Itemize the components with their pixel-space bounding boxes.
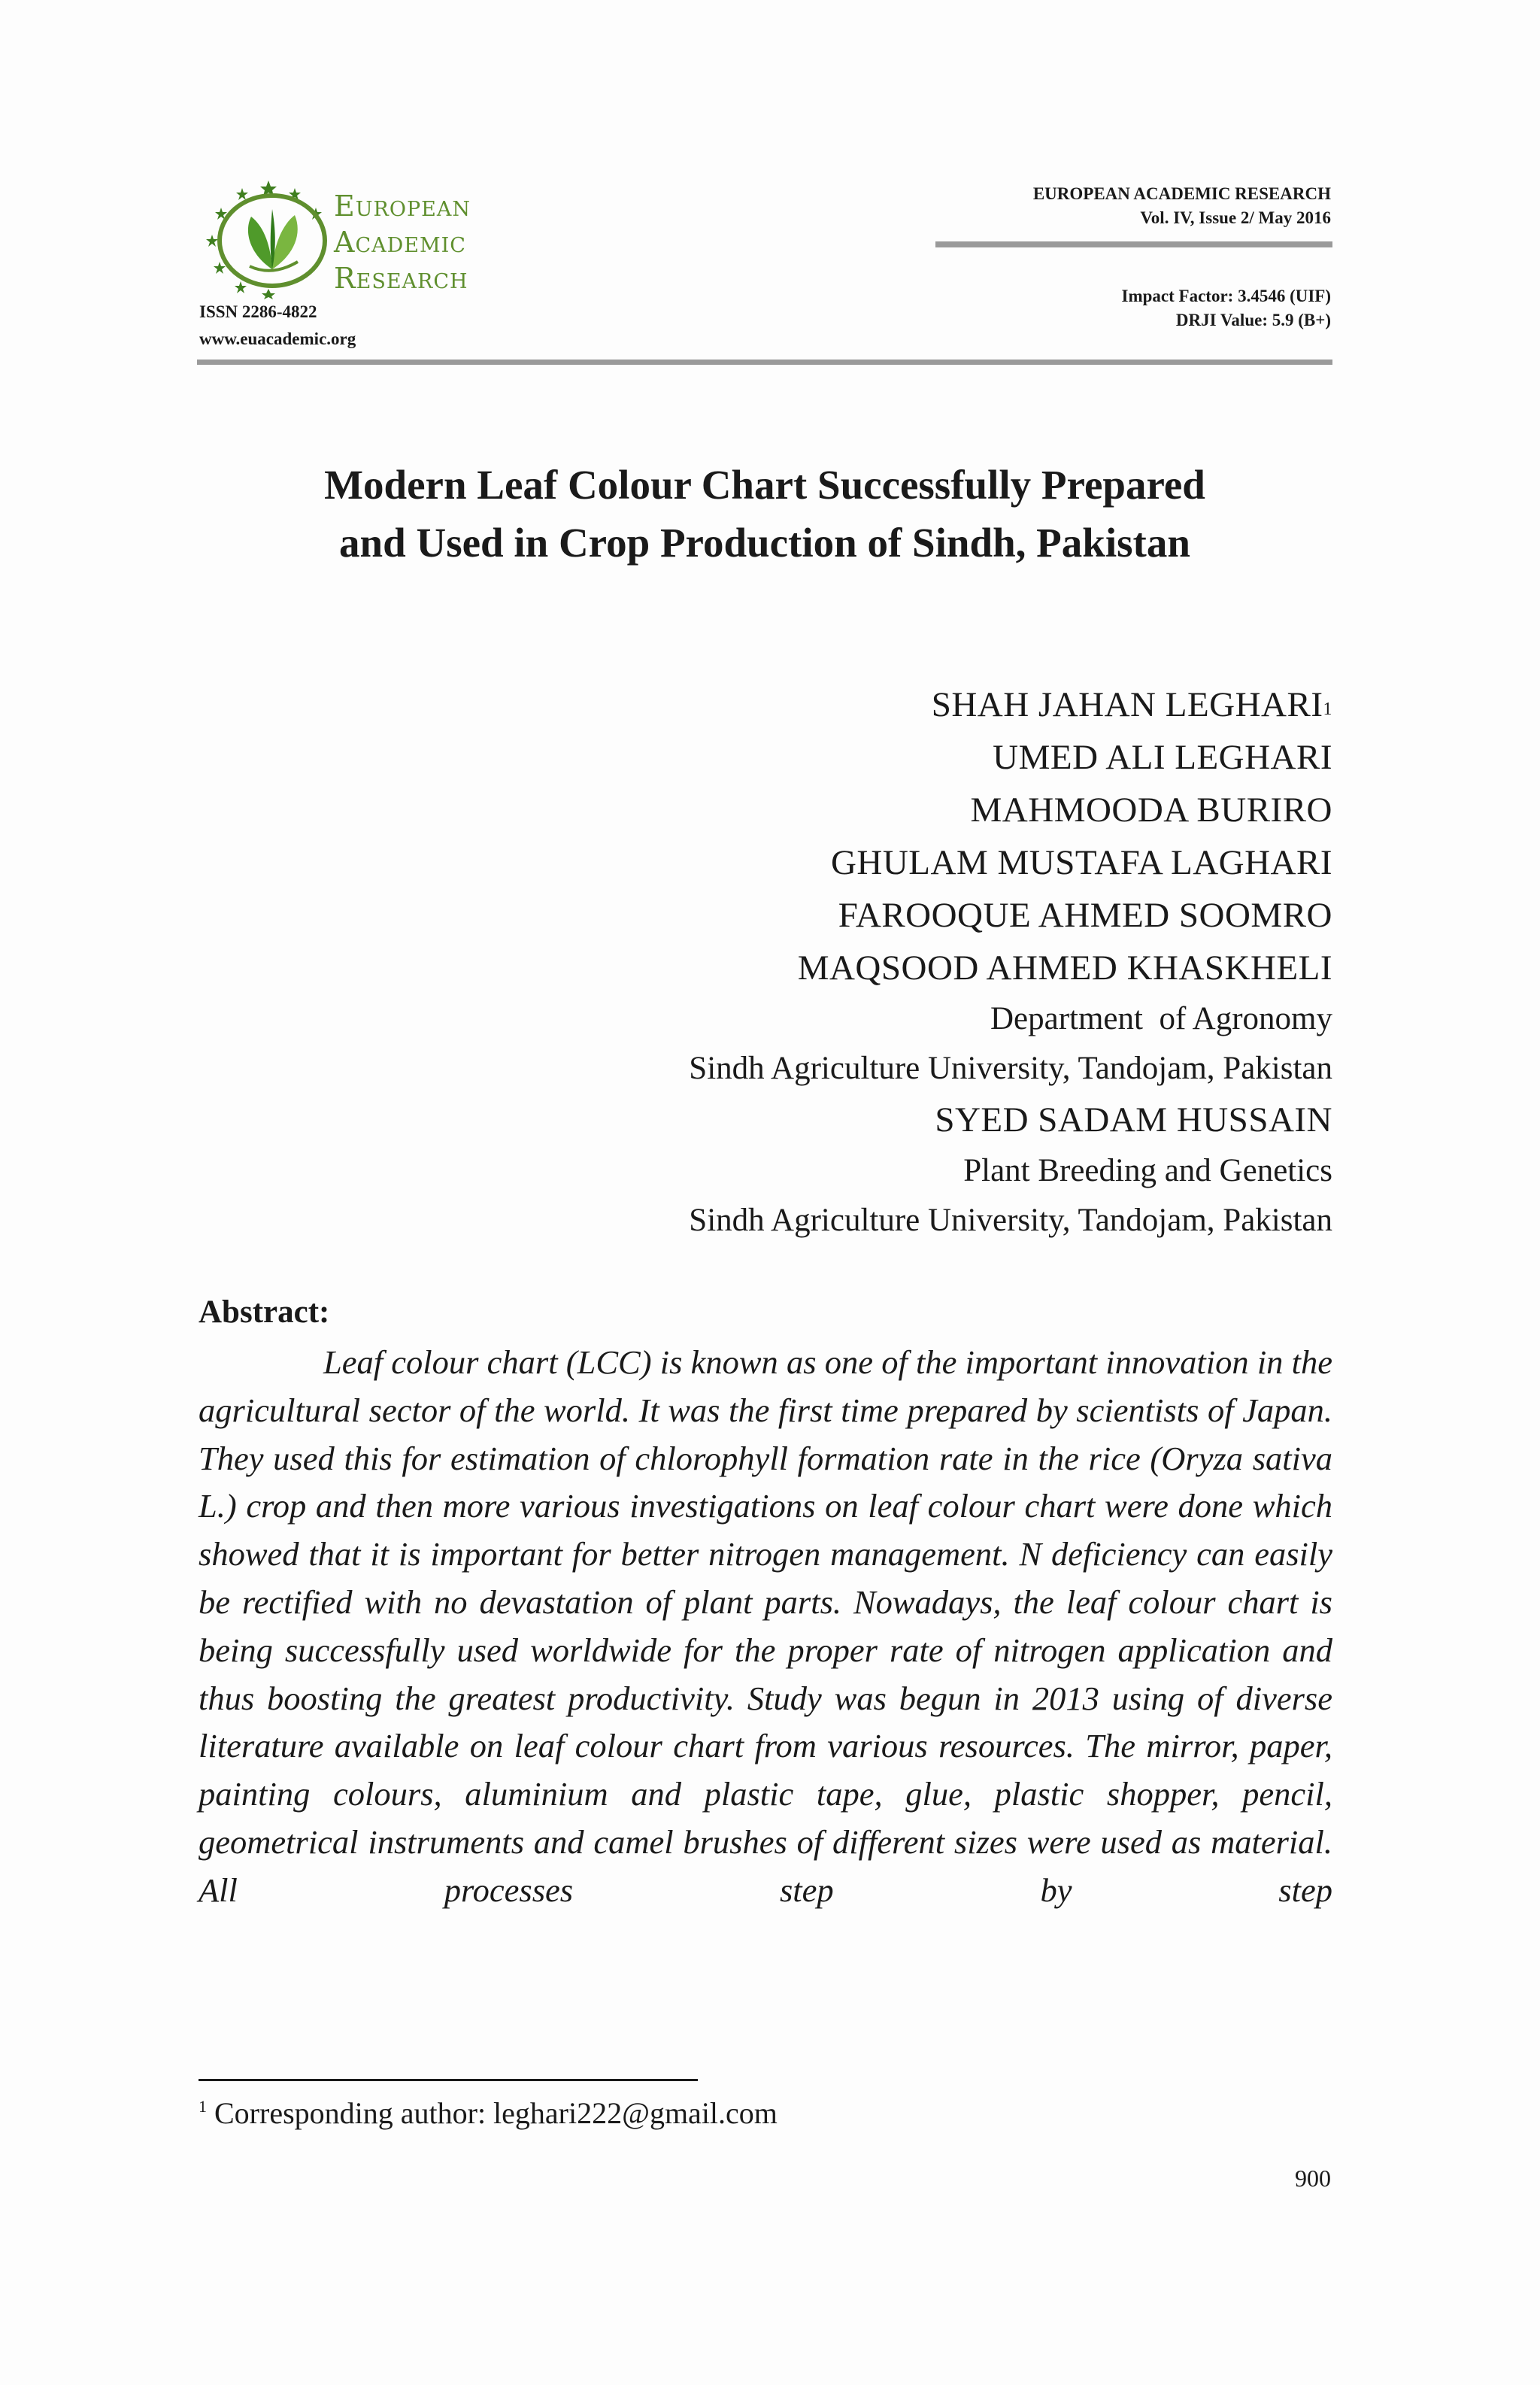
- impact-info: [1122, 284, 1331, 332]
- author-name-text: SHAH JAHAN LEGHARI: [931, 685, 1323, 724]
- logo-word-2: Academic: [334, 226, 466, 259]
- footnote-marker: 1: [1323, 699, 1332, 719]
- abstract-heading: Abstract:: [199, 1294, 330, 1330]
- logo-wordmark: [334, 188, 471, 296]
- title-line-1: Modern Leaf Colour Chart Successfully Prepared: [324, 462, 1205, 508]
- author-name: MAQSOOD AHMED KHASKHELI: [797, 948, 1332, 988]
- journal-name: EUROPEAN ACADEMIC RESEARCH: [1032, 184, 1331, 203]
- author-name: [689, 678, 1332, 731]
- website-url[interactable]: www.euacademic.org: [199, 329, 356, 348]
- author-affiliation: Sindh Agriculture University, Tandojam, Pakistan: [689, 1203, 1332, 1238]
- page-number: 900: [1295, 2165, 1331, 2192]
- header-rule-full: [197, 360, 1332, 365]
- author-name: UMED ALI LEGHARI: [993, 738, 1332, 777]
- title-line-2: and Used in Crop Production of Sindh, Pakistan: [339, 520, 1190, 566]
- author-name: GHULAM MUSTAFA LAGHARI: [830, 843, 1332, 882]
- abstract-text: Leaf colour chart (LCC) is known as one of the important innovation in the agricultural sector of the world. It was the first time prepared by scientists of Japan. They used this for estimation of chlorophyll formation rate in the rice (Oryza sativa L.) crop and then more various investigations on leaf colour chart were done which showed that it is important for better nitrogen management. N deficiency can easily be rectified with no devastation of plant parts. Nowadays, the leaf colour chart is being successfully used worldwide for the proper rate of nitrogen application and thus boosting the greatest productivity. Study was begun in 2013 using of diverse literature available on leaf colour chart from various resources. The mirror, paper, painting colours, aluminium and plastic tape, glue, plastic shopper, pencil, geometrical instruments and camel brushes of different sizes were used as material. All processes step by step: [199, 1343, 1332, 1909]
- author-name: SYED SADAM HUSSAIN: [935, 1100, 1332, 1139]
- footnote: [199, 2095, 778, 2131]
- leaf-emblem-icon: [197, 179, 340, 299]
- impact-factor: Impact Factor: 3.4546 (UIF): [1121, 287, 1331, 305]
- paper-title: [197, 456, 1332, 572]
- author-name: MAHMOODA BURIRO: [970, 790, 1332, 830]
- drji-value: DRJI Value: 5.9 (B+): [1175, 311, 1331, 329]
- footnote-number: 1: [199, 2097, 207, 2116]
- journal-info: [1033, 182, 1331, 230]
- footnote-text: Corresponding author: leghari222@gmail.com: [214, 2096, 778, 2130]
- author-affiliation: Sindh Agriculture University, Tandojam, Pakistan: [689, 1051, 1332, 1086]
- author-affiliation: Department of Agronomy: [990, 1001, 1332, 1036]
- journal-volume: Vol. IV, Issue 2/ May 2016: [1140, 208, 1331, 227]
- author-name: FAROOQUE AHMED SOOMRO: [838, 896, 1332, 935]
- author-block: [689, 678, 1332, 1246]
- author-affiliation: Plant Breeding and Genetics: [963, 1153, 1332, 1188]
- footnote-rule: [199, 2079, 698, 2081]
- header-rule-short: [935, 241, 1332, 247]
- issn: ISSN 2286-4822: [199, 302, 317, 321]
- logo-word-3: Research: [334, 262, 468, 295]
- logo-word-1: European: [334, 190, 471, 223]
- abstract-body: [199, 1339, 1332, 1915]
